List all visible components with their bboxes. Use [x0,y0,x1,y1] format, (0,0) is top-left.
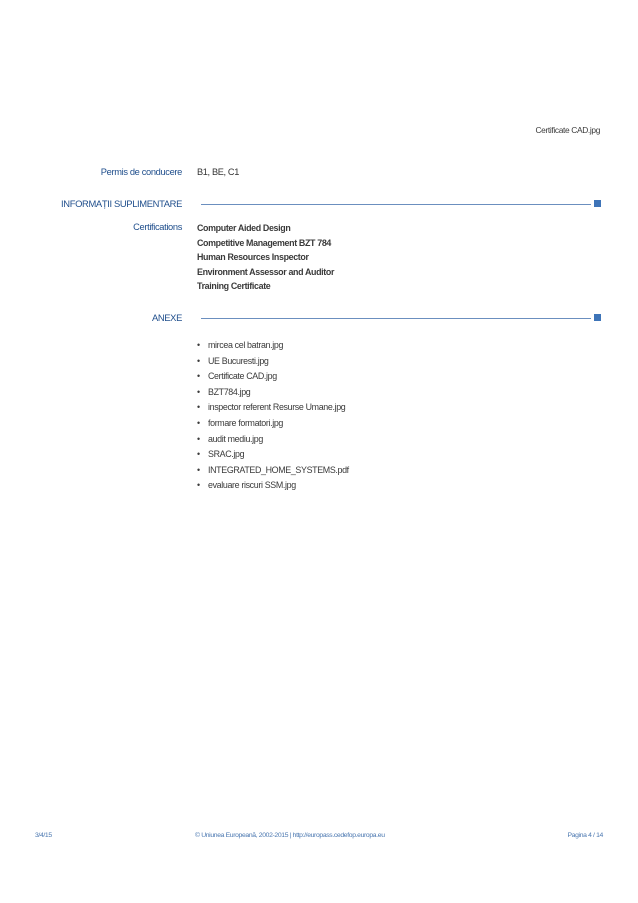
section-marker-square [594,314,601,321]
footer-date: 3/4/15 [35,832,52,839]
certifications-label: Certifications [133,222,182,232]
bullet-icon: • [197,371,200,382]
annex-filename[interactable]: formare formatori.jpg [208,417,284,428]
certification-item: Training Certificate [197,281,271,291]
annex-filename[interactable]: BZT784.jpg [208,386,251,397]
bullet-icon: • [197,480,200,491]
footer-copyright[interactable]: © Uniunea Europeană, 2002-2015 | http://europass.cedefop.europa.eu [195,832,385,839]
section-marker-square [594,200,601,207]
section-divider [201,318,591,319]
annex-filename[interactable]: SRAC.jpg [208,449,245,460]
annex-filename[interactable]: mircea cel batran.jpg [208,340,284,350]
bullet-icon: • [197,464,200,475]
annex-filename[interactable]: UE Bucuresti.jpg [208,355,269,366]
section-heading-additional-info: INFORMAȚII SUPLIMENTARE [61,198,182,209]
section-divider [201,204,591,205]
annex-item[interactable] [197,432,349,448]
section-heading-annexes: ANEXE [151,312,182,323]
annex-filename[interactable]: audit mediu.jpg [208,433,263,444]
annex-filename[interactable]: inspector referent Resurse Umane.jpg [208,402,346,413]
annex-item[interactable] [197,416,349,432]
bullet-icon: • [197,433,200,444]
annex-item[interactable] [197,447,349,463]
bullet-icon: • [197,386,200,397]
annex-filename[interactable]: INTEGRATED_HOME_SYSTEMS.pdf [208,464,349,475]
annex-list [197,338,349,494]
annex-item[interactable] [197,338,349,354]
annex-item[interactable] [197,400,349,416]
certification-item: Environment Assessor and Auditor [197,266,335,277]
certification-item: Human Resources Inspector [197,252,309,262]
annex-item[interactable] [197,463,349,479]
certification-item: Computer Aided Design [197,223,291,233]
annex-filename[interactable]: Certificate CAD.jpg [208,371,277,382]
bullet-icon: • [197,402,200,413]
certifications-list [197,221,334,294]
bullet-icon: • [197,449,200,460]
bullet-icon: • [197,417,200,428]
footer-page-number: Pagina 4 / 14 [567,832,603,839]
certification-item: Competitive Management BZT 784 [197,237,331,248]
annex-item[interactable] [197,369,349,385]
bullet-icon: • [197,340,200,350]
annex-item[interactable] [197,385,349,401]
bullet-icon: • [197,355,200,366]
annex-item[interactable] [197,354,349,370]
driving-license-label: Permis de conducere [100,167,182,177]
driving-license-value: B1, BE, C1 [197,167,239,177]
annex-filename[interactable]: evaluare riscuri SSM.jpg [208,480,296,491]
annex-item[interactable] [197,478,349,494]
attachment-label: Certificate CAD.jpg [535,125,600,135]
